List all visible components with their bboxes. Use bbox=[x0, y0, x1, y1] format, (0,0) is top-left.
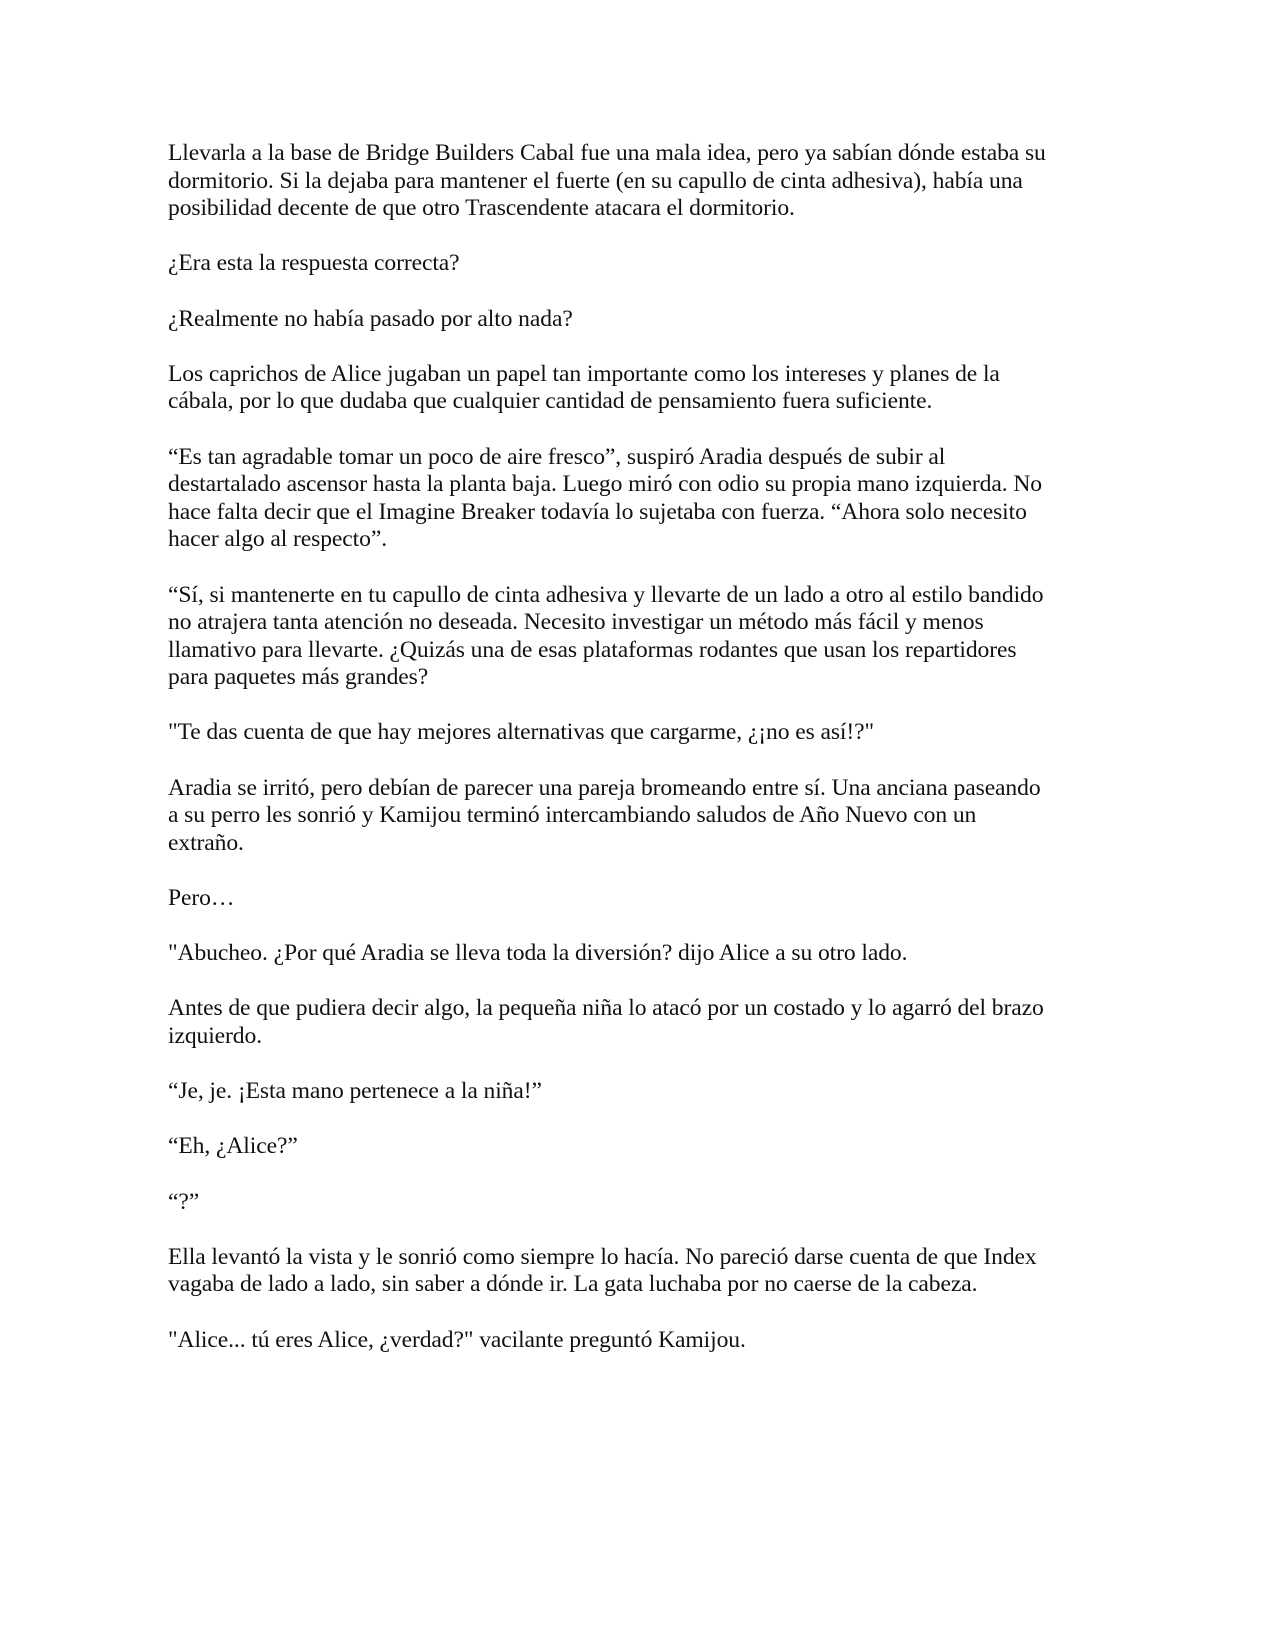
paragraph-12: “Je, je. ¡Esta mano pertenece a la niña!” bbox=[168, 1078, 542, 1105]
document-page bbox=[168, 140, 1048, 1382]
paragraph-8: Aradia se irritó, pero debían de parecer una pareja bromeando entre sí. Una anciana paseando a su perro les sonrió y Kamijou terminó intercambiando saludos de Año Nuevo con un extraño. bbox=[168, 774, 1041, 856]
paragraph-3: ¿Realmente no había pasado por alto nada? bbox=[168, 305, 573, 332]
paragraph-5: “Es tan agradable tomar un poco de aire fresco”, suspiró Aradia después de subir al destartalado ascensor hasta la planta baja. Luego miró con odio su propia mano izquierda. No hace falta decir que el Imagine Breaker todavía lo sujetaba con fuerza. “Ahora solo necesito hacer algo al respecto”. bbox=[168, 443, 1042, 553]
paragraph-13: “Eh, ¿Alice?” bbox=[168, 1133, 298, 1160]
paragraph-1: Llevarla a la base de Bridge Builders Cabal fue una mala idea, pero ya sabían dónde estaba su dormitorio. Si la dejaba para mantener el fuerte (en su capullo de cinta adhesiva), había una posibilidad decente de que otro Trascendente atacara el dormitorio. bbox=[168, 140, 1046, 222]
paragraph-16: "Alice... tú eres Alice, ¿verdad?" vacilante preguntó Kamijou. bbox=[168, 1326, 746, 1353]
paragraph-9: Pero… bbox=[168, 885, 235, 912]
paragraph-11: Antes de que pudiera decir algo, la pequeña niña lo atacó por un costado y lo agarró del brazo izquierdo. bbox=[168, 995, 1044, 1049]
paragraph-15: Ella levantó la vista y le sonrió como siempre lo hacía. No pareció darse cuenta de que Index vagaba de lado a lado, sin saber a dónde ir. La gata luchaba por no caerse de la cabeza. bbox=[168, 1243, 1037, 1298]
paragraph-2: ¿Era esta la respuesta correcta? bbox=[168, 250, 460, 277]
paragraph-10: "Abucheo. ¿Por qué Aradia se lleva toda la diversión? dijo Alice a su otro lado. bbox=[168, 940, 908, 967]
paragraph-4: Los caprichos de Alice jugaban un papel tan importante como los intereses y planes de la cábala, por lo que dudaba que cualquier cantidad de pensamiento fuera suficiente. bbox=[168, 360, 1000, 415]
paragraph-6: “Sí, si mantenerte en tu capullo de cinta adhesiva y llevarte de un lado a otro al estilo bandido no atrajera tanta atención no deseada. Necesito investigar un método más fácil y menos llamativo para llevarte. ¿Quizás una de esas plataformas rodantes que usan los repartidores para paquetes más grandes? bbox=[168, 581, 1044, 691]
paragraph-7: "Te das cuenta de que hay mejores alternativas que cargarme, ¿¡no es así!?" bbox=[168, 719, 875, 746]
paragraph-14: “?” bbox=[168, 1188, 200, 1215]
